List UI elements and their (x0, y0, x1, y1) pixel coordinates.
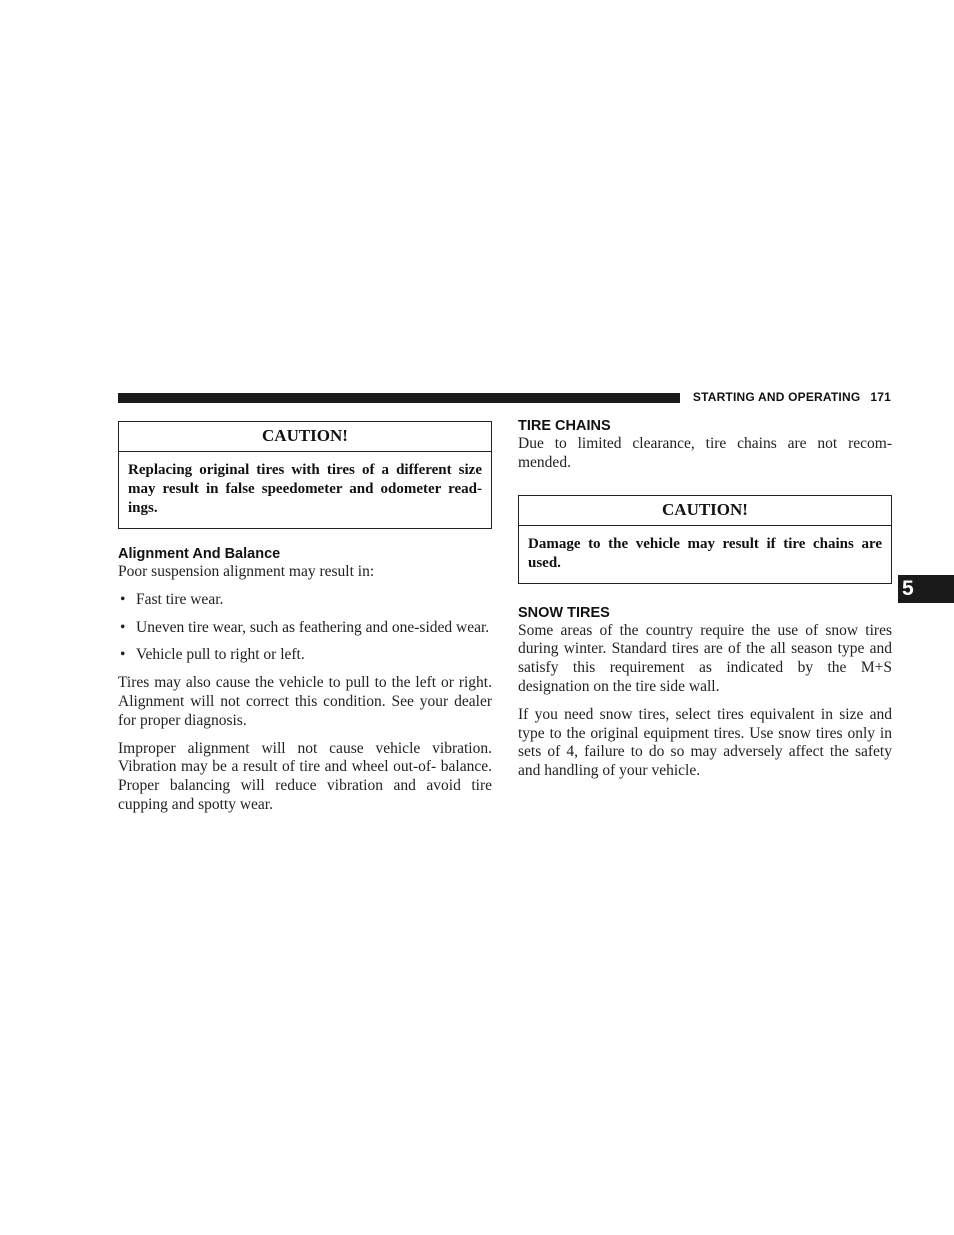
bullet-icon: • (120, 646, 126, 664)
right-column (518, 417, 892, 781)
section-title: STARTING AND OPERATING (692, 390, 861, 404)
left-column (118, 421, 492, 815)
caution-title: CAUTION! (519, 496, 891, 526)
bullet-icon: • (120, 590, 126, 608)
tire-chains-text: Due to limited clearance, tire chains are not recom- mended. (518, 435, 892, 471)
page-number: 171 (870, 390, 891, 404)
snow-tires-paragraph-1: Some areas of the country require the use of snow tires during winter. Standard tires are of the all season type and satisfy this requirement as indicated by the M+S designation on the tire side wall. (518, 621, 892, 695)
tire-chains-heading: TIRE CHAINS (518, 418, 611, 434)
caution-title: CAUTION! (119, 422, 491, 452)
alignment-intro: Poor suspension alignment may result in: (118, 563, 375, 580)
bullet-icon: • (120, 618, 126, 636)
caution-text: Damage to the vehicle may result if tire chains are used. (528, 535, 882, 571)
caution-box-tire-chains (518, 495, 892, 584)
alignment-paragraph-2: Improper alignment will not cause vehicle vibration. Vibration may be a result of tire and wheel out-of- balance. Proper balancing will reduce vibration and avoid tire cupping and spotty wear. (118, 739, 492, 813)
running-header (693, 390, 891, 404)
caution-text: Replacing original tires with tires of a different size may result in false speedometer and odometer read- ings. (128, 462, 482, 516)
alignment-heading: Alignment And Balance (118, 546, 281, 562)
alignment-bullet-list (118, 591, 492, 665)
list-item: • Fast tire wear. (120, 590, 224, 608)
alignment-paragraph-1: Tires may also cause the vehicle to pull to the left or right. Alignment will not correct this condition. See your dealer for proper diagnosis. (118, 674, 492, 729)
header-rule (118, 393, 680, 403)
chapter-tab: 5 (898, 575, 954, 603)
snow-tires-heading: SNOW TIRES (518, 604, 610, 621)
snow-tires-paragraph-2: If you need snow tires, select tires equivalent in size and type to the original equipment tires. Use snow tires only in sets of 4, failure to do so may adversely affect the safety and handling of your vehicle. (518, 705, 892, 780)
caution-box-tire-size (118, 421, 492, 529)
list-item: • Uneven tire wear, such as feathering and one-sided wear. (120, 618, 490, 636)
list-item: • Vehicle pull to right or left. (120, 646, 305, 664)
